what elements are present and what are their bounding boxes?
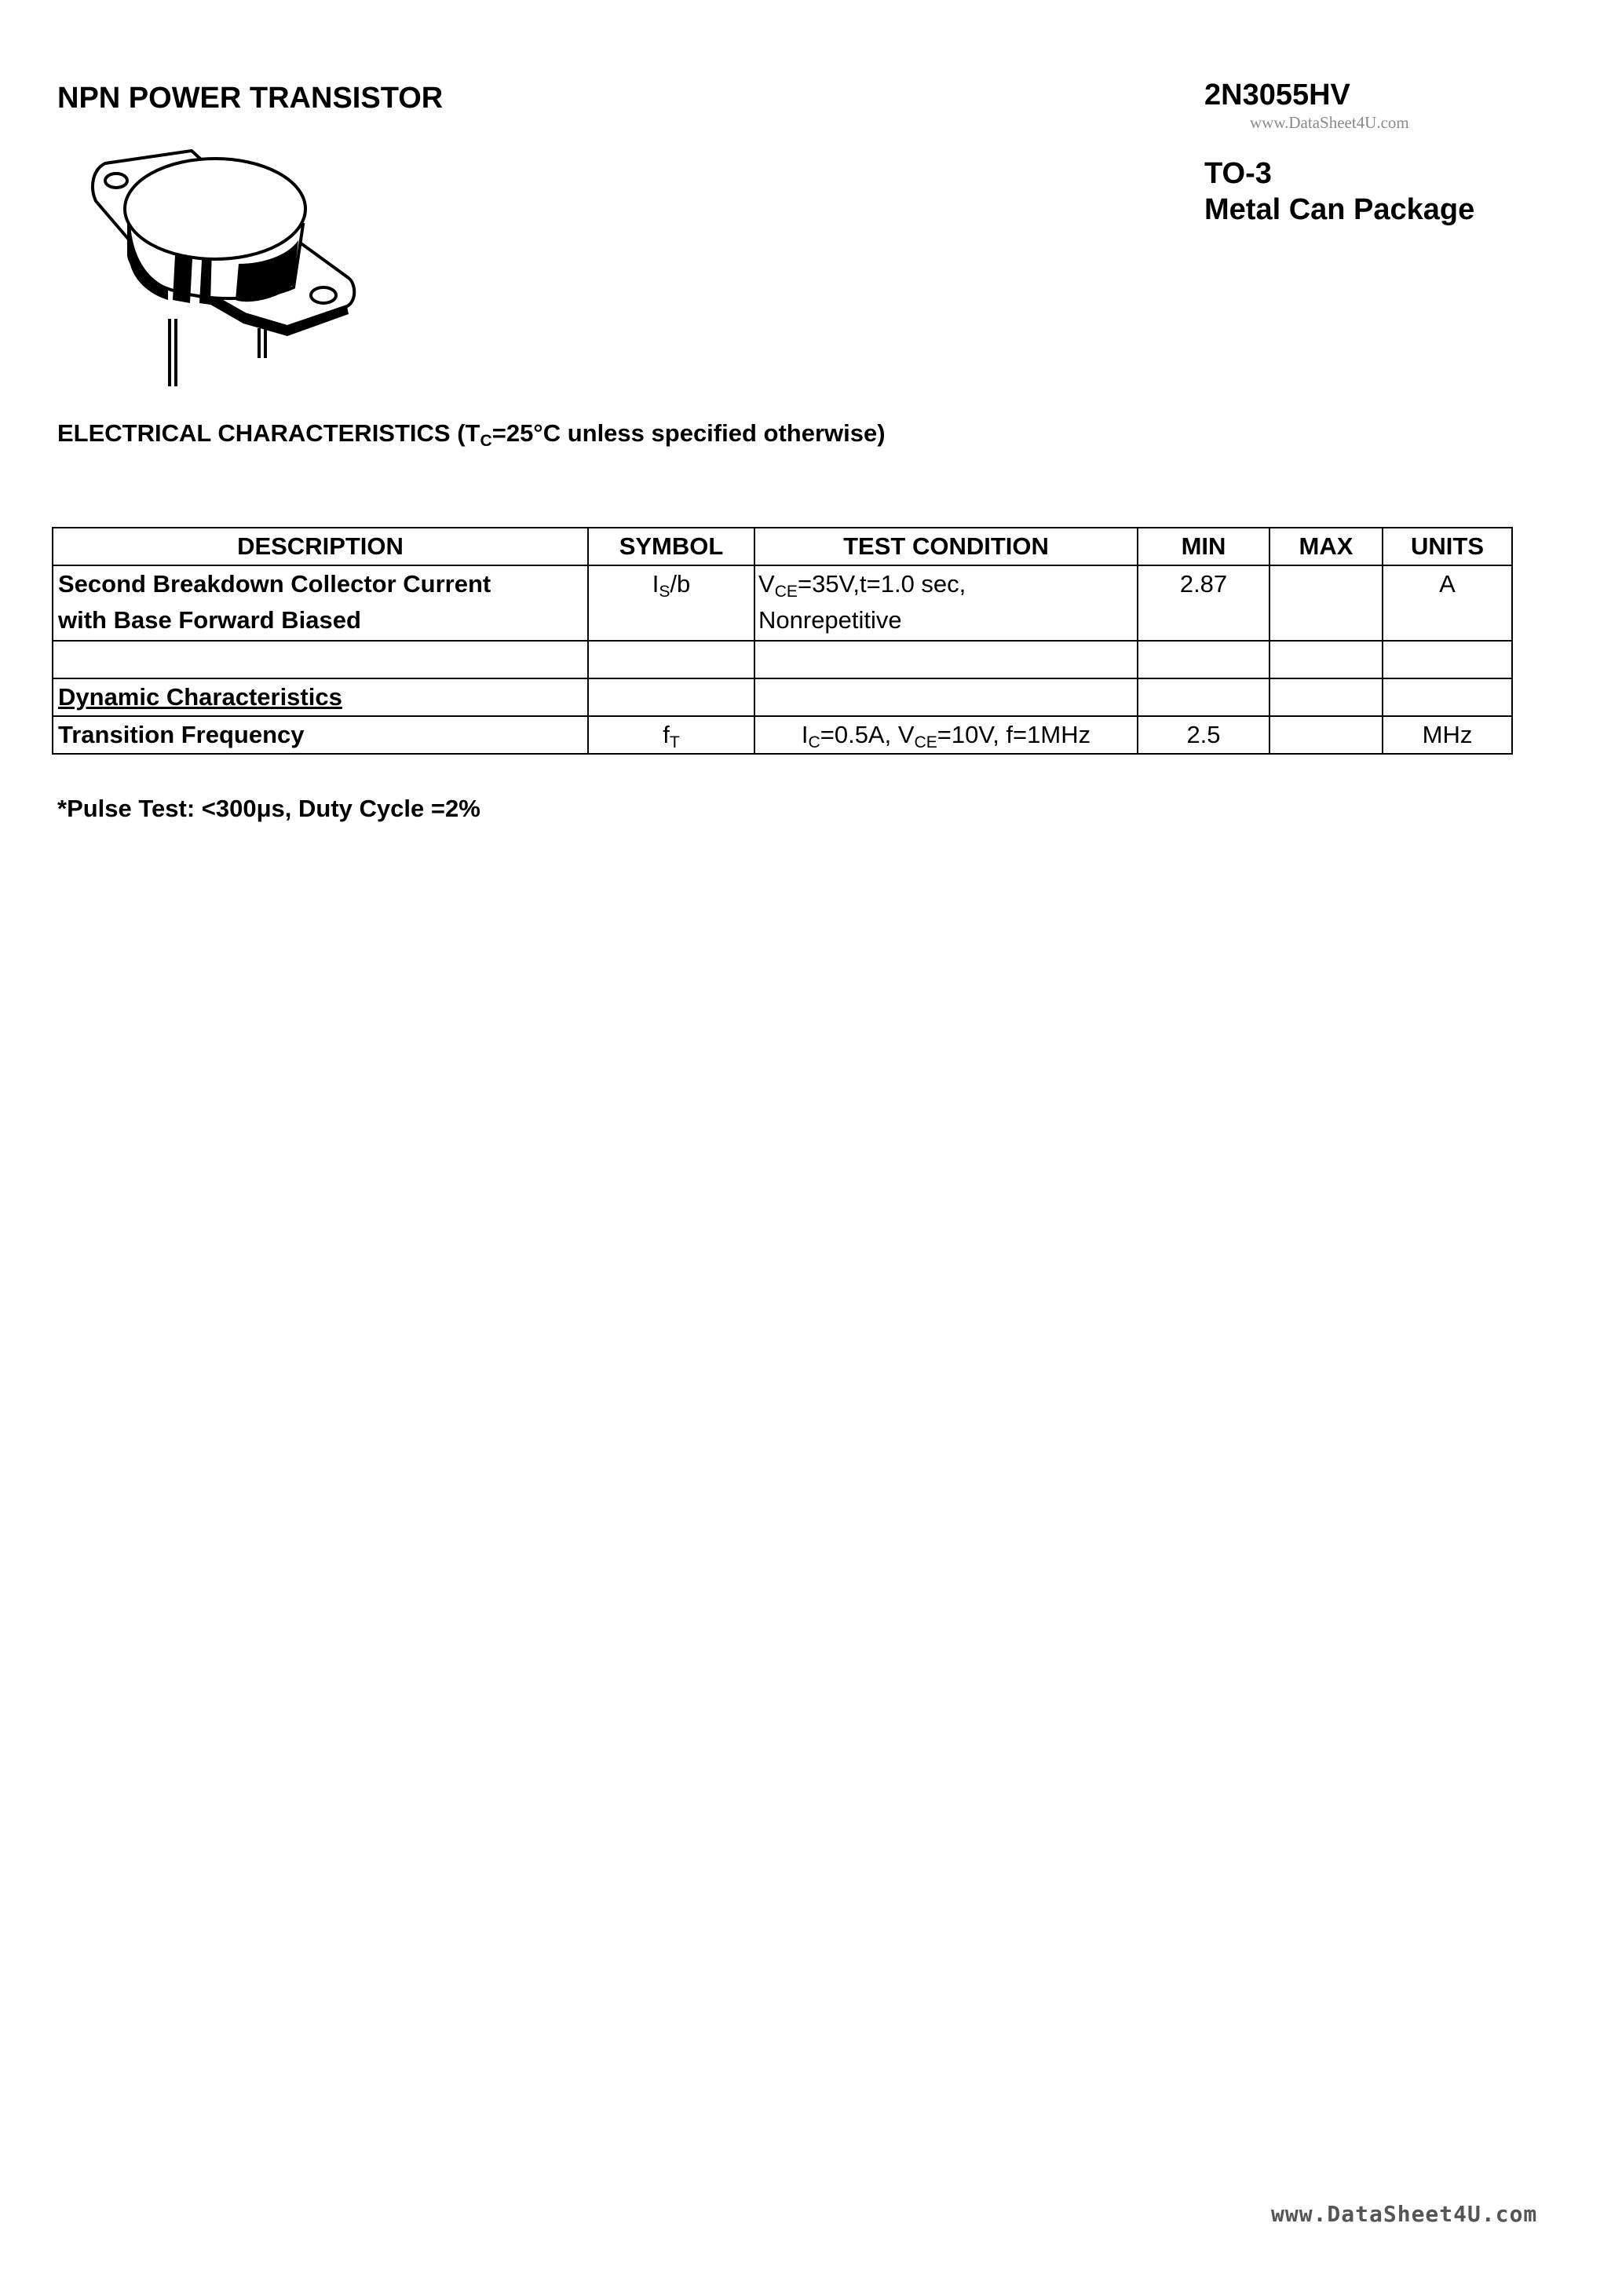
heading-suffix: =25°C unless specified otherwise) — [491, 419, 886, 447]
footer-url[interactable]: www.DataSheet4U.com — [1271, 2201, 1538, 2227]
empty-cell — [53, 641, 588, 678]
row1-max — [1269, 565, 1383, 641]
row1-min: 2.87 — [1138, 565, 1269, 641]
row2-symbol-main: f — [663, 721, 670, 748]
row1-description — [53, 565, 588, 641]
row1-test-condition — [754, 565, 1138, 641]
header-symbol: SYMBOL — [588, 528, 754, 565]
empty-cell — [588, 641, 754, 678]
empty-cell — [1138, 641, 1269, 678]
row1-symbol-suffix: /b — [670, 570, 691, 598]
row2-cond-v-sub: CE — [914, 733, 937, 751]
header-test-condition: TEST CONDITION — [754, 528, 1138, 565]
section-dynamic-characteristics: Dynamic Characteristics — [53, 678, 588, 716]
row1-cond-line1 — [758, 566, 1132, 602]
header-units: UNITS — [1383, 528, 1512, 565]
empty-cell — [1383, 678, 1512, 716]
row1-desc-line2: with Base Forward Biased — [58, 606, 361, 634]
row2-cond-mid: =0.5A, V — [820, 721, 915, 748]
empty-cell — [754, 678, 1138, 716]
header-max: MAX — [1269, 528, 1383, 565]
pulse-test-note: *Pulse Test: <300μs, Duty Cycle =2% — [57, 795, 480, 822]
table-section-row — [53, 678, 1512, 716]
heading-sub: C — [480, 431, 492, 450]
electrical-characteristics-table — [52, 527, 1513, 755]
package-description: Metal Can Package — [1204, 193, 1475, 226]
empty-cell — [1269, 678, 1383, 716]
row2-min: 2.5 — [1138, 716, 1269, 754]
row1-cond-v-sub: CE — [774, 582, 798, 601]
row2-symbol-sub: T — [669, 733, 680, 751]
table-row — [53, 565, 1512, 641]
row1-cond-line2: Nonrepetitive — [758, 606, 902, 634]
header-min: MIN — [1138, 528, 1269, 565]
row1-cond-rest: =35V,t=1.0 sec, — [797, 570, 966, 598]
empty-cell — [754, 641, 1138, 678]
row1-symbol-sub: S — [659, 582, 670, 601]
empty-cell — [1383, 641, 1512, 678]
row2-cond-i: I — [801, 721, 809, 748]
watermark-url[interactable]: www.DataSheet4U.com — [1250, 113, 1409, 132]
header-description: DESCRIPTION — [53, 528, 588, 565]
row2-cond-rest: =10V, f=1MHz — [937, 721, 1091, 748]
row2-symbol — [588, 716, 754, 754]
row2-test-condition — [754, 716, 1138, 754]
heading-prefix: ELECTRICAL CHARACTERISTICS (T — [57, 419, 480, 447]
row2-max — [1269, 716, 1383, 754]
table-row — [53, 716, 1512, 754]
row2-cond-i-sub: C — [808, 733, 820, 751]
row1-cond-v: V — [758, 570, 775, 598]
table-row-empty — [53, 641, 1512, 678]
row1-symbol-main: I — [652, 570, 659, 598]
empty-cell — [1138, 678, 1269, 716]
empty-cell — [1269, 641, 1383, 678]
row2-units: MHz — [1383, 716, 1512, 754]
electrical-characteristics-heading — [57, 419, 886, 448]
empty-cell — [588, 678, 754, 716]
row1-units: A — [1383, 565, 1512, 641]
part-number: 2N3055HV — [1204, 79, 1350, 112]
package-type: TO-3 — [1204, 157, 1272, 190]
to3-transistor-icon — [82, 146, 380, 389]
row1-desc-line1: Second Breakdown Collector Current — [58, 570, 491, 598]
row1-symbol — [588, 565, 754, 641]
table-header-row — [53, 528, 1512, 565]
row2-description: Transition Frequency — [53, 716, 588, 754]
page-title: NPN POWER TRANSISTOR — [57, 82, 444, 115]
